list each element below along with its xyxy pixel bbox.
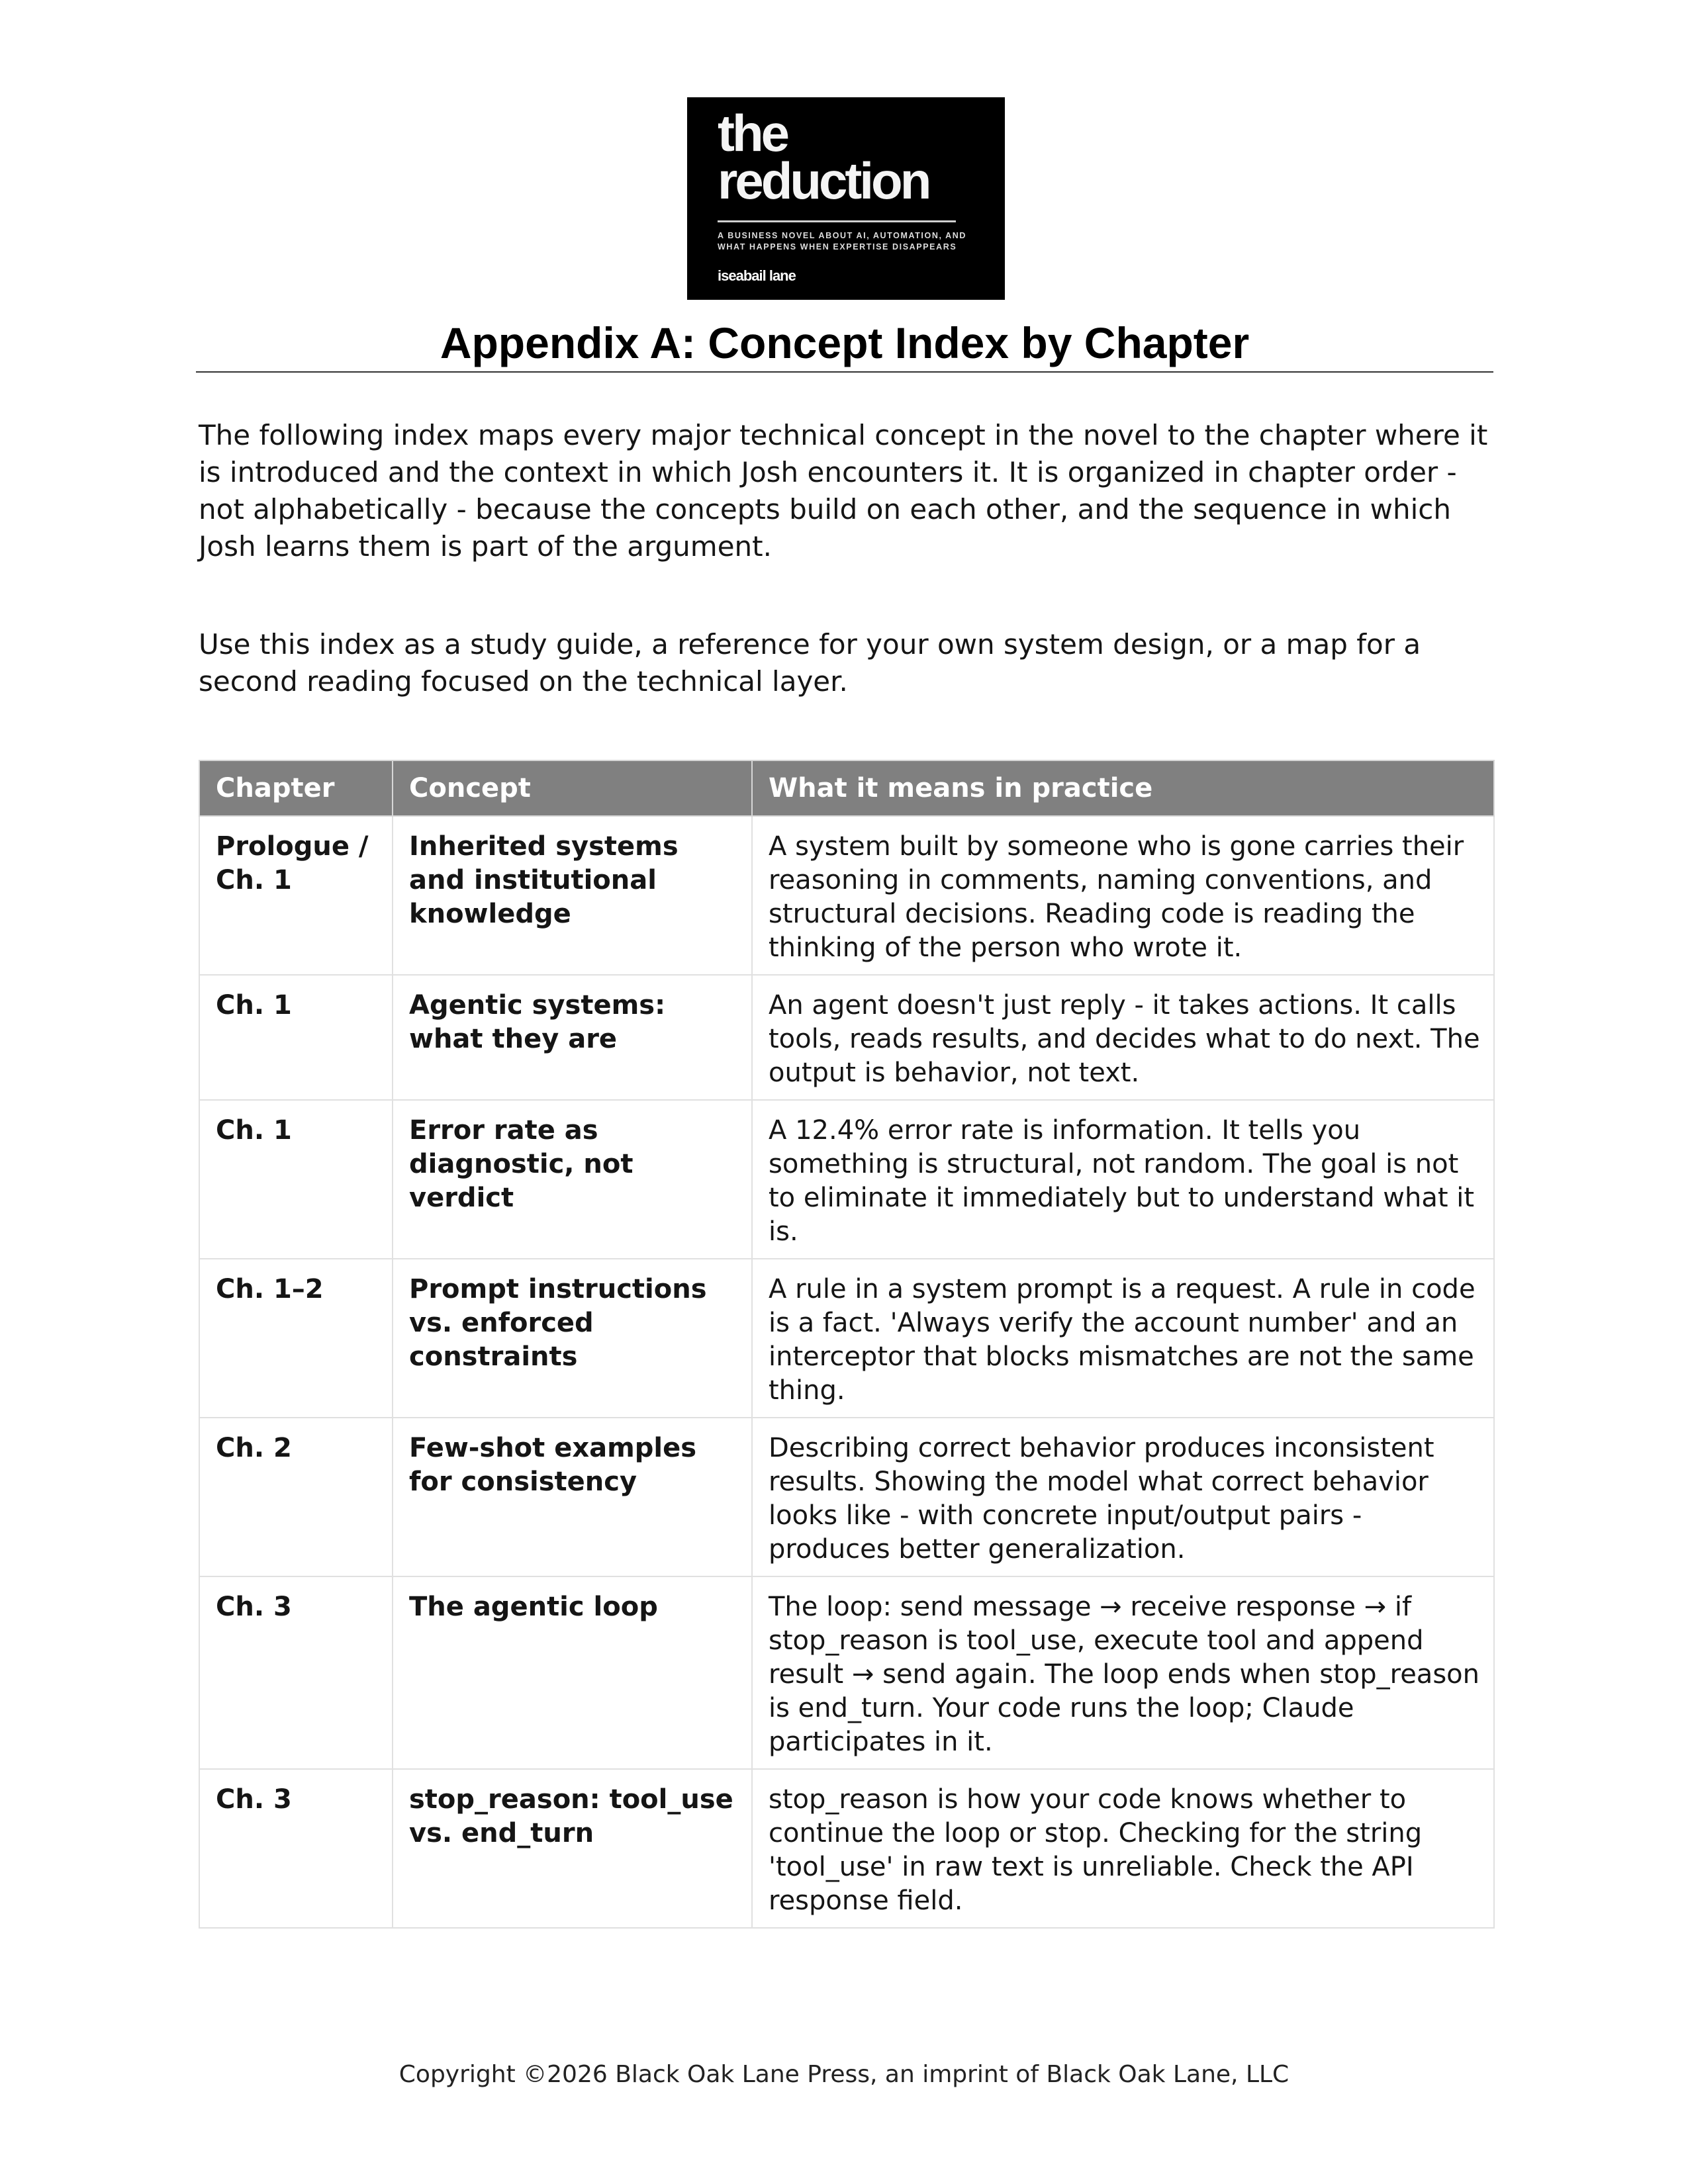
meaning-cell: A rule in a system prompt is a request. A rule in code is a fact. 'Always verify the account number' and an interceptor that blocks mismatches are not the same thing.	[752, 1259, 1494, 1418]
column-header-meaning: What it means in practice	[752, 760, 1494, 816]
chapter-cell: Ch. 2	[199, 1418, 393, 1576]
logo-author: iseabail lane	[718, 267, 796, 284]
chapter-cell: Ch. 3	[199, 1769, 393, 1928]
table-row	[199, 1259, 1494, 1418]
concept-cell: Prompt instructions vs. enforced constraints	[393, 1259, 752, 1418]
table-header-row	[199, 760, 1494, 816]
concept-cell: Agentic systems: what they are	[393, 975, 752, 1100]
concept-index-table	[199, 760, 1495, 1929]
concept-cell: Inherited systems and institutional knowledge	[393, 816, 752, 975]
book-cover-logo	[687, 97, 1005, 300]
intro-paragraph: Use this index as a study guide, a reference for your own system design, or a map for a second reading focused on the technical layer.	[199, 628, 1421, 698]
title-divider	[196, 371, 1493, 373]
page-title: Appendix A: Concept Index by Chapter	[440, 318, 1250, 367]
copyright-footer: Copyright ©2026 Black Oak Lane Press, an imprint of Black Oak Lane, LLC	[399, 2061, 1289, 2088]
chapter-cell: Ch. 3	[199, 1576, 393, 1769]
table-row	[199, 1418, 1494, 1576]
chapter-cell: Prologue / Ch. 1	[199, 816, 393, 975]
concept-cell: Error rate as diagnostic, not verdict	[393, 1100, 752, 1259]
chapter-cell: Ch. 1–2	[199, 1259, 393, 1418]
table-row	[199, 1576, 1494, 1769]
logo-divider	[718, 220, 956, 222]
concept-cell: The agentic loop	[393, 1576, 752, 1769]
table-row	[199, 975, 1494, 1100]
chapter-cell: Ch. 1	[199, 1100, 393, 1259]
meaning-cell: The loop: send message → receive response → if stop_reason is tool_use, execute tool and append result → send again. The loop ends when stop_reason is end_turn. Your code runs the loop; Claude participates in it.	[752, 1576, 1494, 1769]
logo-title-line-2: reduction	[718, 152, 929, 210]
meaning-cell: stop_reason is how your code knows whether to continue the loop or stop. Checking for the string 'tool_use' in raw text is unreliable. Check the API response field.	[752, 1769, 1494, 1928]
chapter-cell: Ch. 1	[199, 975, 393, 1100]
concept-cell: stop_reason: tool_use vs. end_turn	[393, 1769, 752, 1928]
intro-paragraph: The following index maps every major technical concept in the novel to the chapter where it is introduced and the context in which Josh encounters it. It is organized in chapter order - not alphabetically - because the concepts build on each other, and the sequence in which Josh learns them is part of the argument.	[199, 419, 1488, 563]
logo-title-line-1: the	[718, 104, 787, 162]
meaning-cell: A 12.4% error rate is information. It tells you something is structural, not random. The goal is not to eliminate it immediately but to understand what it is.	[752, 1100, 1494, 1259]
logo-tagline: A BUSINESS NOVEL ABOUT AI, AUTOMATION, AND WHAT HAPPENS WHEN EXPERTISE DISAPPEARS	[718, 231, 967, 251]
column-header-concept: Concept	[393, 760, 752, 816]
table-row	[199, 1100, 1494, 1259]
table-row	[199, 1769, 1494, 1928]
meaning-cell: Describing correct behavior produces inconsistent results. Showing the model what correct behavior looks like - with concrete input/output pairs - produces better generalization.	[752, 1418, 1494, 1576]
table-row	[199, 816, 1494, 975]
meaning-cell: A system built by someone who is gone carries their reasoning in comments, naming conventions, and structural decisions. Reading code is reading the thinking of the person who wrote it.	[752, 816, 1494, 975]
column-header-chapter: Chapter	[199, 760, 393, 816]
meaning-cell: An agent doesn't just reply - it takes actions. It calls tools, reads results, and decides what to do next. The output is behavior, not text.	[752, 975, 1494, 1100]
concept-cell: Few-shot examples for consistency	[393, 1418, 752, 1576]
